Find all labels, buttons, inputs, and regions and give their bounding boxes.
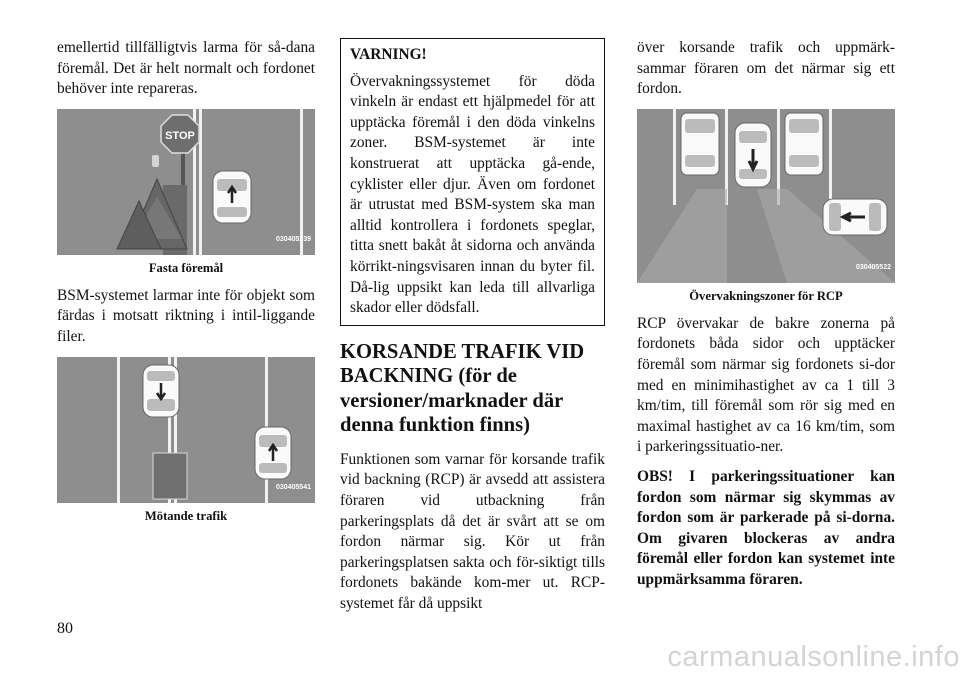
paragraph: Funktionen som varnar för korsande trafik vid backning (RCP) är avsedd att assistera föraren vid utbackning från parkeringsplats då det är svårt att se om fordon närmar sig. Kör ut från parkeringsplatsen sakta och för-siktigt tills fordonets bakände kom-mer ut. RCP-systemet får då uppsikt — [340, 450, 605, 612]
column-right — [637, 38, 895, 600]
note-paragraph: OBS! I parkeringssituationer kan fordon som närmar sig skymmas av fordon som är parkerade på si-dorna. Om givaren blockeras av andra föremål eller fordon kan systemet inte uppmärksamma föraren. — [637, 467, 895, 588]
rcp-zones-illustration — [637, 109, 895, 283]
section-heading: KORSANDE TRAFIK VID BACKNING (för de versioner/marknader där denna funktion finns) — [340, 340, 585, 437]
page-number: 80 — [57, 620, 73, 637]
figure-code: 030405239 — [275, 236, 311, 244]
paragraph: över korsande trafik och uppmärk-sammar föraren om det närmar sig ett fordon. — [637, 39, 895, 98]
warning-text: Övervakningssystemet för döda vinkeln är endast ett hjälpmedel för att upptäcka föremål i den döda vinkelns zoner. BSM-systemet är inte konstruerat att upptäcka gå-ende, cyklister eller djur. Även om fordonet är utrustat med BSM-system ska man alltid kontrollera i fordonets speglar, titta snett bakåt åt sidorna och använda körrikt-ningsvisaren innan du byter fil. Då-lig uppsikt kan leda till allvarliga skador eller dödsfall. — [350, 72, 595, 317]
figure-caption: Mötande trafik — [144, 508, 228, 523]
figure-fixed-objects — [57, 109, 315, 255]
figure-caption: Övervakningszoner för RCP — [689, 288, 843, 303]
stop-sign-text: STOP — [165, 129, 195, 142]
figure-code: 030405541 — [275, 483, 311, 491]
column-middle — [340, 38, 605, 623]
figure-caption: Fasta föremål — [148, 260, 224, 275]
warning-box — [340, 38, 605, 326]
figure-code: 030405522 — [855, 264, 891, 272]
warning-title: VARNING! — [350, 46, 427, 63]
column-left — [57, 38, 315, 534]
watermark: carmanualsonline.info — [667, 641, 960, 673]
paragraph: emellertid tillfälligtvis larma för så-dana föremål. Det är helt normalt och fordonet behöver inte repareras. — [57, 39, 315, 98]
paragraph: RCP övervakar de bakre zonerna på fordonets båda sidor och upptäcker föremål som närmar sig fordonets si-dor med en minimihastighet av ca 1 till 3 km/tim, till föremål som rör sig med en maximal hastighet av ca 16 km/tim, som i parkeringssituatio-ner. — [637, 314, 895, 456]
paragraph: BSM-systemet larmar inte för objekt som färdas i motsatt riktning i intil-liggande filer. — [57, 286, 315, 345]
figure-oncoming-traffic — [57, 357, 315, 503]
figure-rcp-zones — [637, 109, 895, 283]
